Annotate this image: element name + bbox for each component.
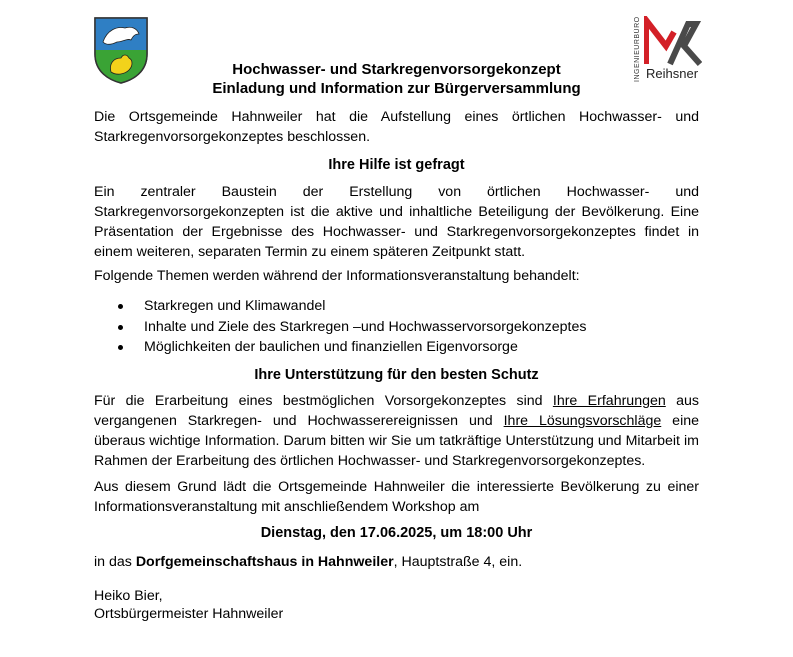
list-item: Starkregen und Klimawandel [94,296,694,317]
intro-paragraph: Die Ortsgemeinde Hahnweiler hat die Aufstellung eines örtlichen Hochwasser- und Starkregenvorsorgekonzeptes beschlossen. [94,109,699,145]
section2-paragraph [94,391,699,471]
event-date: Dienstag, den 17.06.2025, um 18:00 Uhr [260,525,533,541]
invitation-paragraph: Aus diesem Grund lädt die Ortsgemeinde Hahnweiler die interessierte Bevölkerung zu einer Informationsveranstaltung mit anschließendem Workshop am [94,479,699,515]
text-fragment: aus vergangenen Starkregen- und Hochwasserereignissen und [94,393,699,429]
underlined-suggestions: Ihre Lösungsvorschläge [503,413,662,429]
text-fragment: , Hauptstraße 4, ein. [393,554,523,570]
logo-name: Reihsner [646,66,699,81]
document-title-line1: Hochwasser- und Starkregenvorsorgekonzept [232,61,561,78]
text-fragment: Für die Erarbeitung eines bestmöglichen Vorsorgekonzeptes sind [94,393,553,409]
logo-vertical-text: INGENIEURBÜRO [634,16,641,82]
underlined-experiences: Ihre Erfahrungen [552,393,666,409]
signature-name: Heiko Bier, [94,588,163,604]
section-heading-help: Ihre Hilfe ist gefragt [328,157,465,173]
section1-paragraph: Ein zentraler Baustein der Erstellung von örtlichen Hochwasser- und Starkregenvorsorgekonzepten ist die aktive und inhaltliche Beteiligung der Bevölkerung. Eine Präsentation der Ergebnisse des Hochwasser- und Starkregenvorsorgekonzeptes findet in einem weiteren, separaten Termin zu einem späteren Zeitpunkt statt. [94,184,699,260]
venue-line [94,552,522,572]
section-heading-support: Ihre Unterstützung für den besten Schutz [254,367,539,383]
topics-list [94,296,694,358]
text-fragment: in das [94,554,136,570]
document-title-line2: Einladung und Information zur Bürgerversammlung [212,80,581,97]
topics-intro: Folgende Themen werden während der Informationsveranstaltung behandelt: [94,268,580,284]
list-item: Möglichkeiten der baulichen und finanziellen Eigenvorsorge [94,337,694,358]
venue-name: Dorfgemeinschaftshaus in Hahnweiler [135,554,394,570]
text-fragment: eine überaus wichtige Information. Darum bitten wir Sie um tatkräftige Unterstützung und Mitarbeit im Rahmen der Erarbeitung des örtlichen Hochwasser- und Starkregenvorsorgekonzeptes. [94,413,700,469]
signature-role: Ortsbürgermeister Hahnweiler [94,606,284,622]
list-item: Inhalte und Ziele des Starkregen –und Hochwasservorsorgekonzeptes [94,317,694,338]
logo-mark-icon [644,16,702,66]
